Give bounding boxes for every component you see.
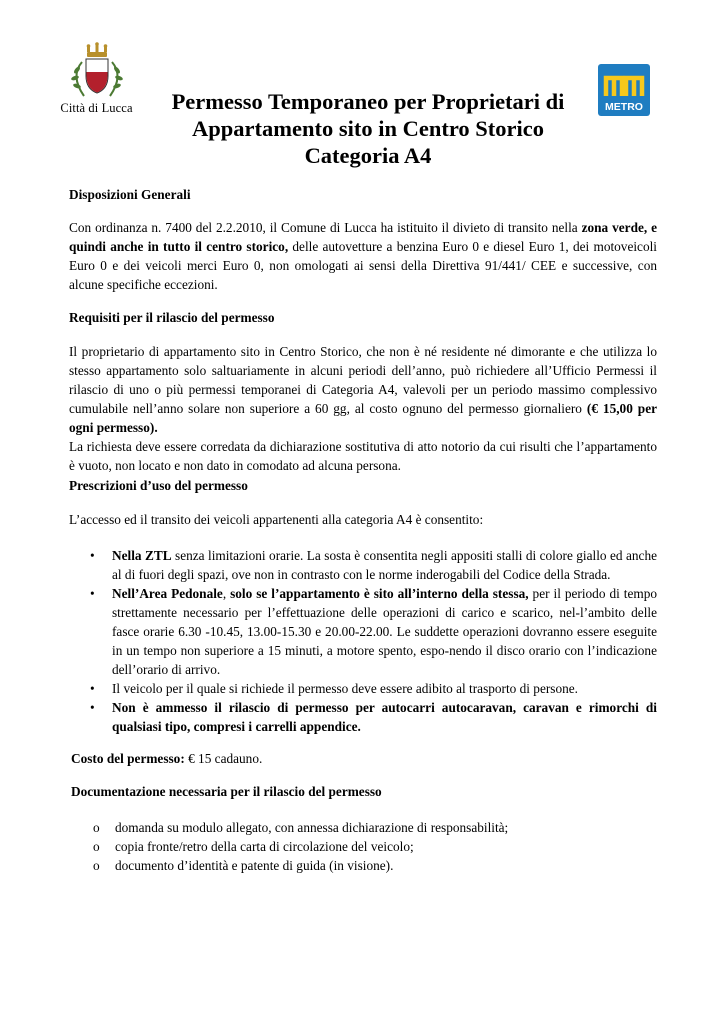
city-logo bbox=[44, 42, 149, 122]
list-item bbox=[69, 584, 657, 679]
cost-label: Costo del permesso: bbox=[71, 751, 185, 766]
paragraph: La richiesta deve essere corredata da dichiarazione sostitutiva di atto notorio da cui risulti che l’appartamento è vuoto, non locato e non dato in comodato ad alcuna persona. bbox=[69, 439, 657, 473]
text-run: Con ordinanza n. 7400 del 2.2.2010, il Comune di Lucca ha istituito il divieto di transito nella bbox=[69, 220, 582, 235]
circle-bullet-icon: o bbox=[93, 858, 100, 873]
list-item bbox=[69, 546, 657, 584]
text-run: per il periodo di tempo strettamente necessario per l’effettuazione delle operazioni di carico e scarico, nel-l’ambito delle fasce orarie 6.30 -10.45, 13.00-15.30 e 20.00-22.00. Le suddette operazioni dovranno essere eseguite in un tempo non superiore a 15 minuti, a motore spento, espo-nendo il disco orario con l’indicazione dell’orario di arrivo. bbox=[112, 586, 657, 677]
section-heading: Prescrizioni d’uso del permesso bbox=[69, 478, 248, 493]
metro-logo-icon bbox=[598, 64, 650, 116]
section-heading: Requisiti per il rilascio del permesso bbox=[69, 310, 275, 325]
section-heading: Disposizioni Generali bbox=[69, 187, 191, 202]
bullet-icon: • bbox=[90, 681, 95, 696]
page-title bbox=[150, 88, 586, 169]
bold-run: zona verde, e quindi anche in tutto il centro storico, bbox=[69, 220, 658, 254]
bullet-icon: • bbox=[90, 700, 95, 715]
list-item bbox=[71, 837, 659, 856]
text-run: Il proprietario di appartamento sito in Centro Storico, che non è né residente né dimorante e che utilizza lo stesso appartamento solo saltuariamente in alcuni periodi dell’anno, può richiedere all’Ufficio Permessi il rilascio di uno o più permessi temporanei di Categoria A4, valevoli per un periodo massimo complessivo cumulabile nell’anno solare non superiore a 60 gg, al costo ognuno del permesso giornaliero bbox=[69, 344, 657, 416]
bullet-list bbox=[69, 546, 657, 736]
paragraph bbox=[69, 218, 657, 294]
bullet-icon: • bbox=[90, 548, 95, 563]
list-item bbox=[71, 856, 659, 875]
metro-label: METRO bbox=[605, 101, 643, 113]
list-item bbox=[71, 818, 659, 837]
section-prescrizioni bbox=[69, 476, 657, 736]
title-line-1: Permesso Temporaneo per Proprietari di bbox=[171, 89, 565, 114]
bold-run: Non è ammesso il rilascio di permesso per autocarri autocaravan, caravan e rimorchi di qualsiasi tipo, compresi i carrelli appendice. bbox=[112, 700, 657, 734]
bold-run: (€ 15,00 per ogni permesso). bbox=[69, 401, 657, 435]
text-run: senza limitazioni orarie. La sosta è consentita negli appositi stalli di colore giallo ed anche al di fuori degli spazi, ove non in contrasto con le norme inderogabili del Codice della Strada. bbox=[112, 548, 657, 582]
text-run: domanda su modulo allegato, con annessa dichiarazione di responsabilità; bbox=[115, 820, 509, 835]
circle-bullet-icon: o bbox=[93, 839, 100, 854]
section-documentazione bbox=[71, 782, 659, 875]
cost-value: € 15 cadauno. bbox=[184, 751, 263, 766]
section-heading: Documentazione necessaria per il rilascio del permesso bbox=[71, 784, 382, 799]
bold-run: solo se l’appartamento è sito all’interno della stessa, bbox=[230, 586, 529, 601]
cost-line bbox=[71, 749, 659, 768]
list-item bbox=[69, 679, 657, 698]
list-item bbox=[69, 698, 657, 736]
section-disposizioni bbox=[69, 185, 657, 294]
circle-list bbox=[71, 818, 659, 875]
text-run: , bbox=[222, 586, 231, 601]
coat-of-arms-icon bbox=[62, 42, 132, 100]
bullet-icon: • bbox=[90, 586, 95, 601]
title-line-2: Appartamento sito in Centro Storico bbox=[191, 116, 545, 141]
text-run: documento d’identità e patente di guida (in visione). bbox=[115, 858, 394, 873]
text-run: copia fronte/retro della carta di circolazione del veicolo; bbox=[115, 839, 414, 854]
text-run: delle autovetture a benzina Euro 0 e diesel Euro 1, dei motoveicoli Euro 0 e dei veicoli merci Euro 0, non omologati ai sensi della Direttiva 91/441/ CEE e successive, con alcune specifiche eccezioni. bbox=[69, 239, 657, 292]
city-caption: Città di Lucca bbox=[60, 101, 133, 115]
circle-bullet-icon: o bbox=[93, 820, 100, 835]
metro-logo bbox=[598, 64, 650, 116]
paragraph bbox=[69, 342, 657, 437]
bold-run: Nell’Area Pedonale bbox=[112, 586, 223, 601]
text-run: Il veicolo per il quale si richiede il permesso deve essere adibito al trasporto di persone. bbox=[112, 681, 578, 696]
title-line-3: Categoria A4 bbox=[304, 143, 432, 168]
section-costo bbox=[71, 749, 659, 768]
section-requisiti bbox=[69, 308, 657, 475]
paragraph: L’accesso ed il transito dei veicoli appartenenti alla categoria A4 è consentito: bbox=[69, 512, 484, 527]
bold-run: Nella ZTL bbox=[112, 548, 172, 563]
